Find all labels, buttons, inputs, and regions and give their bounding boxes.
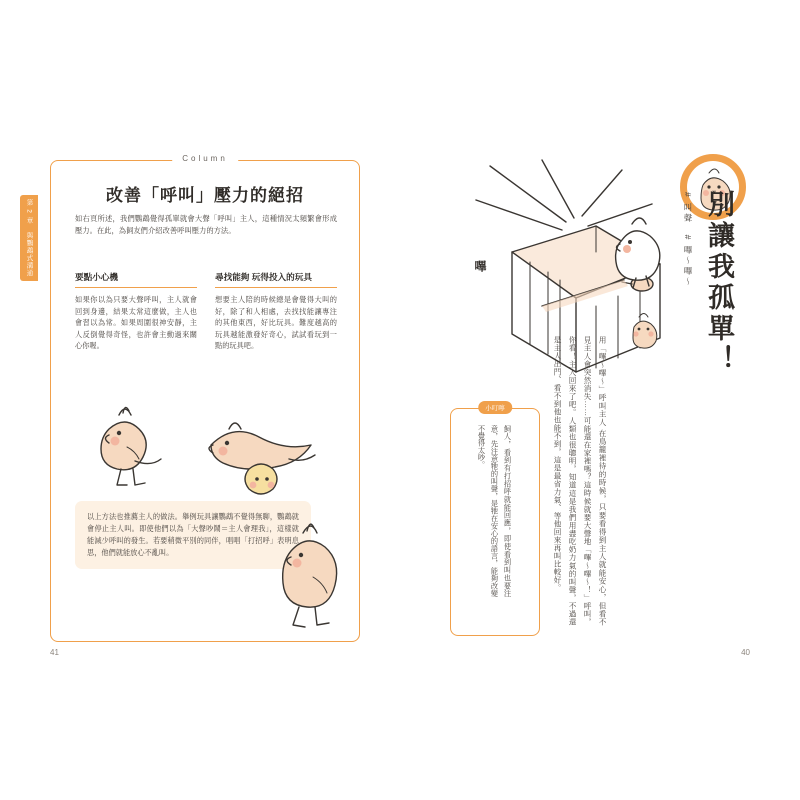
left-page [25, 140, 370, 660]
chapter-side-tab [20, 195, 38, 281]
headline-block [630, 162, 750, 392]
subsection-1 [75, 271, 197, 352]
chapter-side-tab-label: 第 2 章 與鸚鵡式溝通 [25, 199, 33, 277]
column-label: Column [172, 154, 238, 163]
speech-bubble-text: 嗶 [473, 260, 487, 273]
page-number-left: 41 [50, 648, 59, 657]
right-page [430, 140, 760, 660]
tip-box-label: 小叮嚀 [478, 401, 512, 414]
intro-paragraph: 如右頁所述，我們鸚鵡覺得孤單就會大聲「呼叫」主人，這種情況太頻繁會形成壓力。在此，為飼友們介紹改善呼叫壓力的方法。 [75, 214, 337, 235]
page-headline: 別讓我孤單！ [704, 190, 734, 376]
two-column-body [75, 271, 337, 352]
subsection-1-heading: 要點小心機 [75, 271, 197, 288]
tip-box [450, 405, 540, 636]
subsection-2-heading: 尋找能夠 玩得投入的玩具 [215, 271, 337, 288]
tip-box-text: 飼人，看到有打招呼就能回應，即使看到叫也要注意，先注意牠的叫聲，是牠在安心的語言，能夠改變不覺得太吵。 [477, 425, 513, 597]
page-title: 改善「呼叫」壓力的絕招 [106, 186, 304, 205]
subsection-2 [215, 271, 337, 352]
hashtag-labels: # 叫聲 # 嗶〜嗶〜 [683, 192, 693, 288]
page-number-right: 40 [741, 648, 750, 657]
subsection-2-body: 想要主人陪的時候總是會覺得大叫的好，除了和人相處，去找找能讓專注的其他東西，好比玩具。難度越高的玩具越能激發好奇心，試試看玩到一點的玩具吧。 [215, 295, 337, 351]
note-text: 以上方法也推薦主人的做法。舉例玩具讓鸚鵡不覺得無聊，鸚鵡就會停止主人叫。即使他們以為「大聲吵鬧＝主人會理我」，這樣就能減少呼叫的發生。若要稍微平別的同伴，唱唱「打招呼」表明息思，他們就能放心不亂叫。 [87, 512, 299, 557]
body-text: 用「嗶〜嗶〜」呼叫主人 在鳥籠裡待的時候，只要看得到主人就能安心，但看不見主人會突然消失……可能還在家裡嗎？這時候就要大聲地「嗶〜嗶〜！」呼叫，你看！主人回來了吧。人類也很聰明，知道這是我們用盡吃奶力氣的叫聲，不過還是主人出門、看不到他也能不到，這是最省力氣、等他回來再叫比較好。 [553, 336, 607, 626]
subsection-1-body: 如果你以為只要大聲呼叫，主人就會回到身邊，結果太常這麼做，主人也會習以為常。如果周圍很神安靜，主人反倒覺得奇怪，也許會主動過來關心你喔。 [75, 295, 197, 351]
column-box [50, 154, 360, 642]
